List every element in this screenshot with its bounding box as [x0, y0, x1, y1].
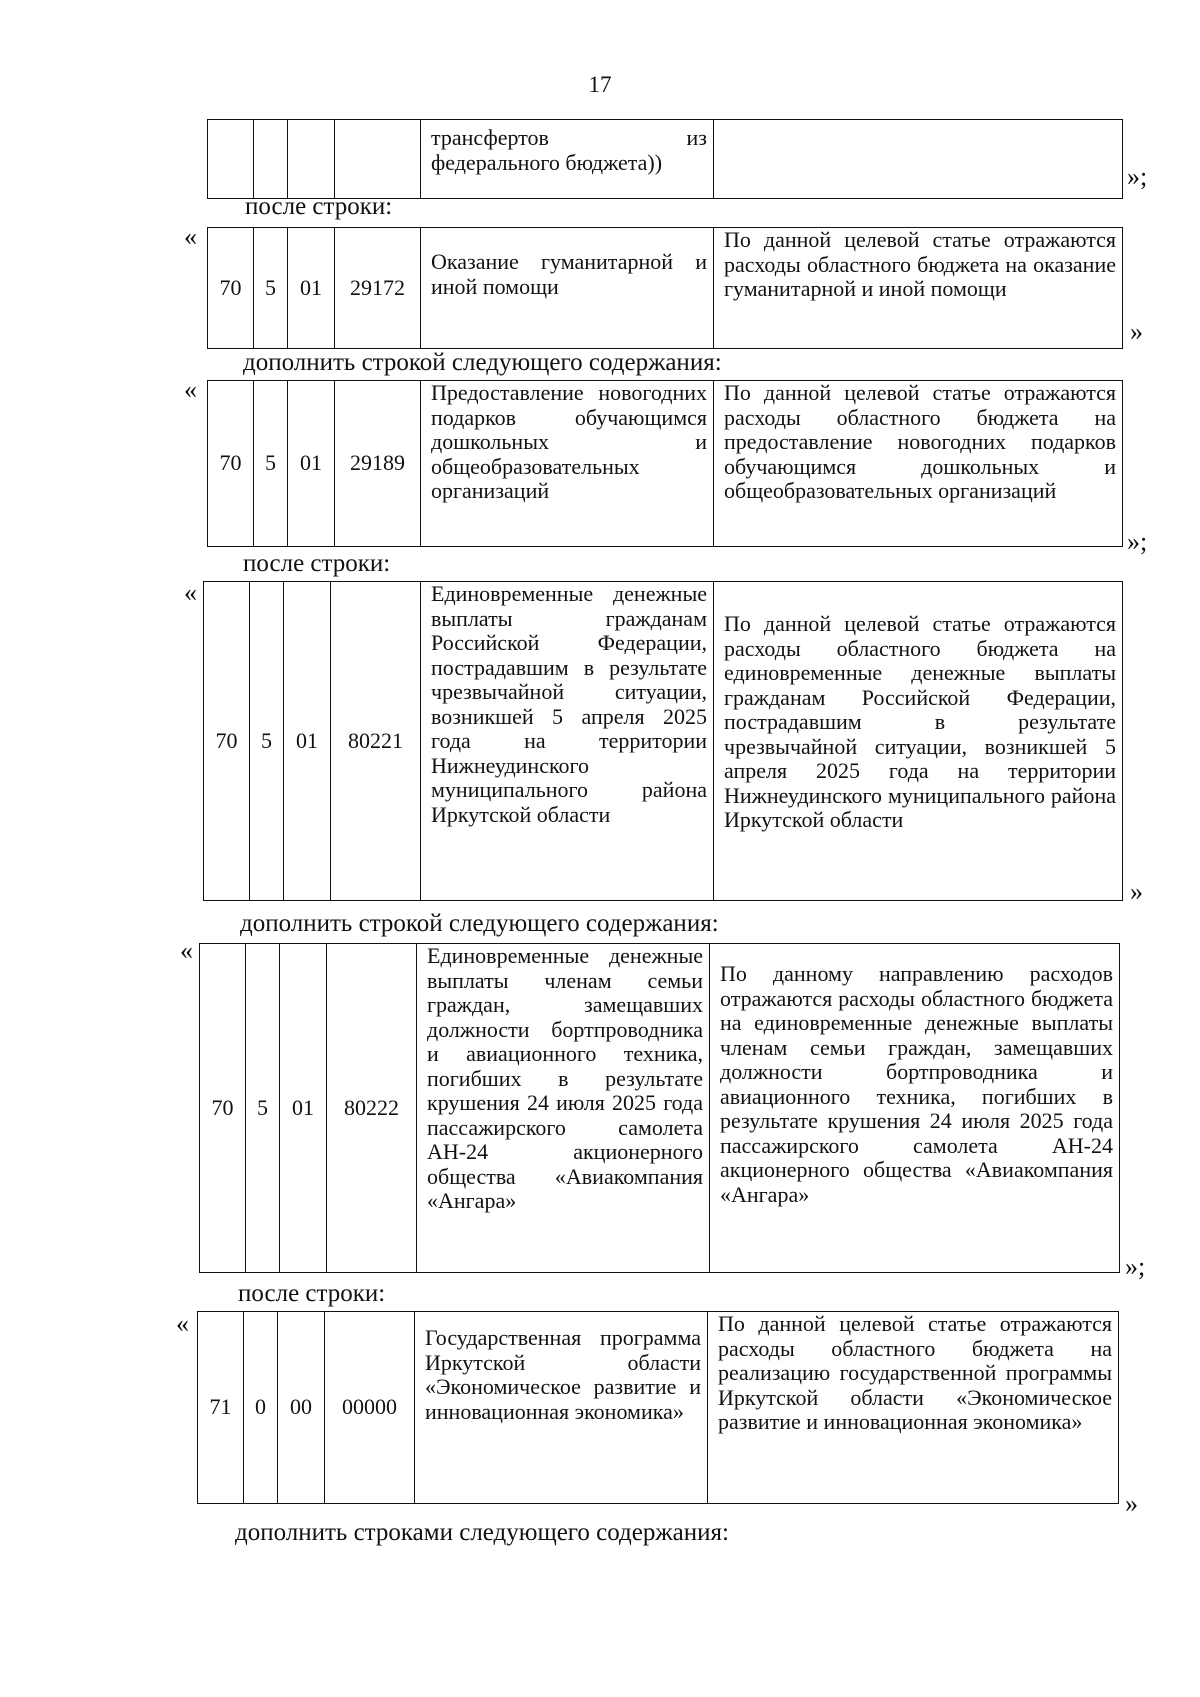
instruction-add-row: дополнить строкой следующего содержания:: [243, 349, 722, 376]
code-direction: 80222: [327, 944, 417, 1273]
table-row: [203, 581, 1123, 901]
instruction-add-row: дополнить строкой следующего содержания:: [240, 910, 719, 937]
code-program: 71: [198, 1312, 244, 1504]
code-event: 01: [288, 228, 335, 349]
opening-quote: «: [184, 375, 197, 404]
table-row: [199, 943, 1120, 1273]
table-row: [197, 1311, 1119, 1504]
row-description: По данной целевой статье отражаются расходы областного бюджета на предоставление новогодних подарков обучающимся дошкольных и общеобразовательных организаций: [714, 381, 1123, 547]
row-description: По данной целевой статье отражаются расходы областного бюджета на оказание гуманитарной и иной помощи: [714, 228, 1123, 349]
row-name: Единовременные денежные выплаты гражданам Российской Федерации, пострадавшим в результате чрезвычайной ситуации, возникшей 5 апреля 2025 года на территории Нижнеудинского муниципального района Иркутской области: [421, 582, 714, 901]
opening-quote: «: [176, 1309, 189, 1338]
row-description: По данному направлению расходов отражаются расходы областного бюджета на единовременные денежные выплаты членам семьи граждан, замещавших должности бортпроводника и авиационного техника, погибших в результате крушения 24 июля 2025 года пассажирского самолета АН-24 акционерного общества «Авиакомпания «Ангара»: [710, 944, 1120, 1273]
instruction-add-rows: дополнить строками следующего содержания:: [235, 1519, 729, 1546]
code-event: 00: [278, 1312, 325, 1504]
instruction-after-row: после строки:: [245, 193, 393, 220]
closing-quote: »: [1130, 877, 1143, 906]
code-direction: 29172: [335, 228, 421, 349]
row-description: По данной целевой статье отражаются расходы областного бюджета на единовременные денежные выплаты гражданам Российской Федерации, пострадавшим в результате чрезвычайной ситуации, возникшей 5 апреля 2025 года на территории Нижнеудинского муниципального района Иркутской области: [714, 582, 1123, 901]
code-program: [208, 120, 254, 199]
closing-quote: »;: [1127, 162, 1148, 191]
code-subprogram: 5: [254, 228, 288, 349]
code-direction: 29189: [335, 381, 421, 547]
code-direction: [335, 120, 421, 199]
code-event: 01: [284, 582, 331, 901]
opening-quote: «: [184, 222, 197, 251]
code-subprogram: 0: [244, 1312, 278, 1504]
opening-quote: «: [184, 578, 197, 607]
row-name: трансфертов из федерального бюджета)): [421, 120, 714, 199]
instruction-after-row: после строки:: [238, 1280, 386, 1307]
code-direction: 00000: [325, 1312, 415, 1504]
page-number: 17: [588, 72, 612, 97]
code-subprogram: 5: [246, 944, 280, 1273]
code-program: 70: [208, 381, 254, 547]
code-subprogram: [254, 120, 288, 199]
row-name: Оказание гуманитарной и иной помощи: [421, 228, 714, 349]
code-subprogram: 5: [254, 381, 288, 547]
closing-quote: »;: [1127, 527, 1148, 556]
code-direction: 80221: [331, 582, 421, 901]
closing-quote: »;: [1125, 1252, 1146, 1281]
row-description: По данной целевой статье отражаются расходы областного бюджета на реализацию государственной программы Иркутской области «Экономическое развитие и инновационная экономика»: [708, 1312, 1119, 1504]
closing-quote: »: [1125, 1489, 1138, 1518]
instruction-after-row: после строки:: [243, 550, 391, 577]
opening-quote: «: [180, 936, 193, 965]
code-program: 70: [208, 228, 254, 349]
row-name: Единовременные денежные выплаты членам семьи граждан, замещавших должности бортпроводника и авиационного техника, погибших в результате крушения 24 июля 2025 года пассажирского самолета АН-24 акционерного общества «Авиакомпания «Ангара»: [417, 944, 710, 1273]
row-name: Предоставление новогодних подарков обучающимся дошкольных и общеобразовательных организаций: [421, 381, 714, 547]
code-program: 70: [204, 582, 250, 901]
code-event: [288, 120, 335, 199]
closing-quote: »: [1130, 317, 1143, 346]
table-row: [207, 227, 1123, 349]
table-row: [207, 119, 1123, 199]
code-event: 01: [280, 944, 327, 1273]
code-program: 70: [200, 944, 246, 1273]
row-name: Государственная программа Иркутской области «Экономическое развитие и инновационная экономика»: [415, 1312, 708, 1504]
row-description: [714, 120, 1123, 199]
code-subprogram: 5: [250, 582, 284, 901]
code-event: 01: [288, 381, 335, 547]
table-row: [207, 380, 1123, 547]
